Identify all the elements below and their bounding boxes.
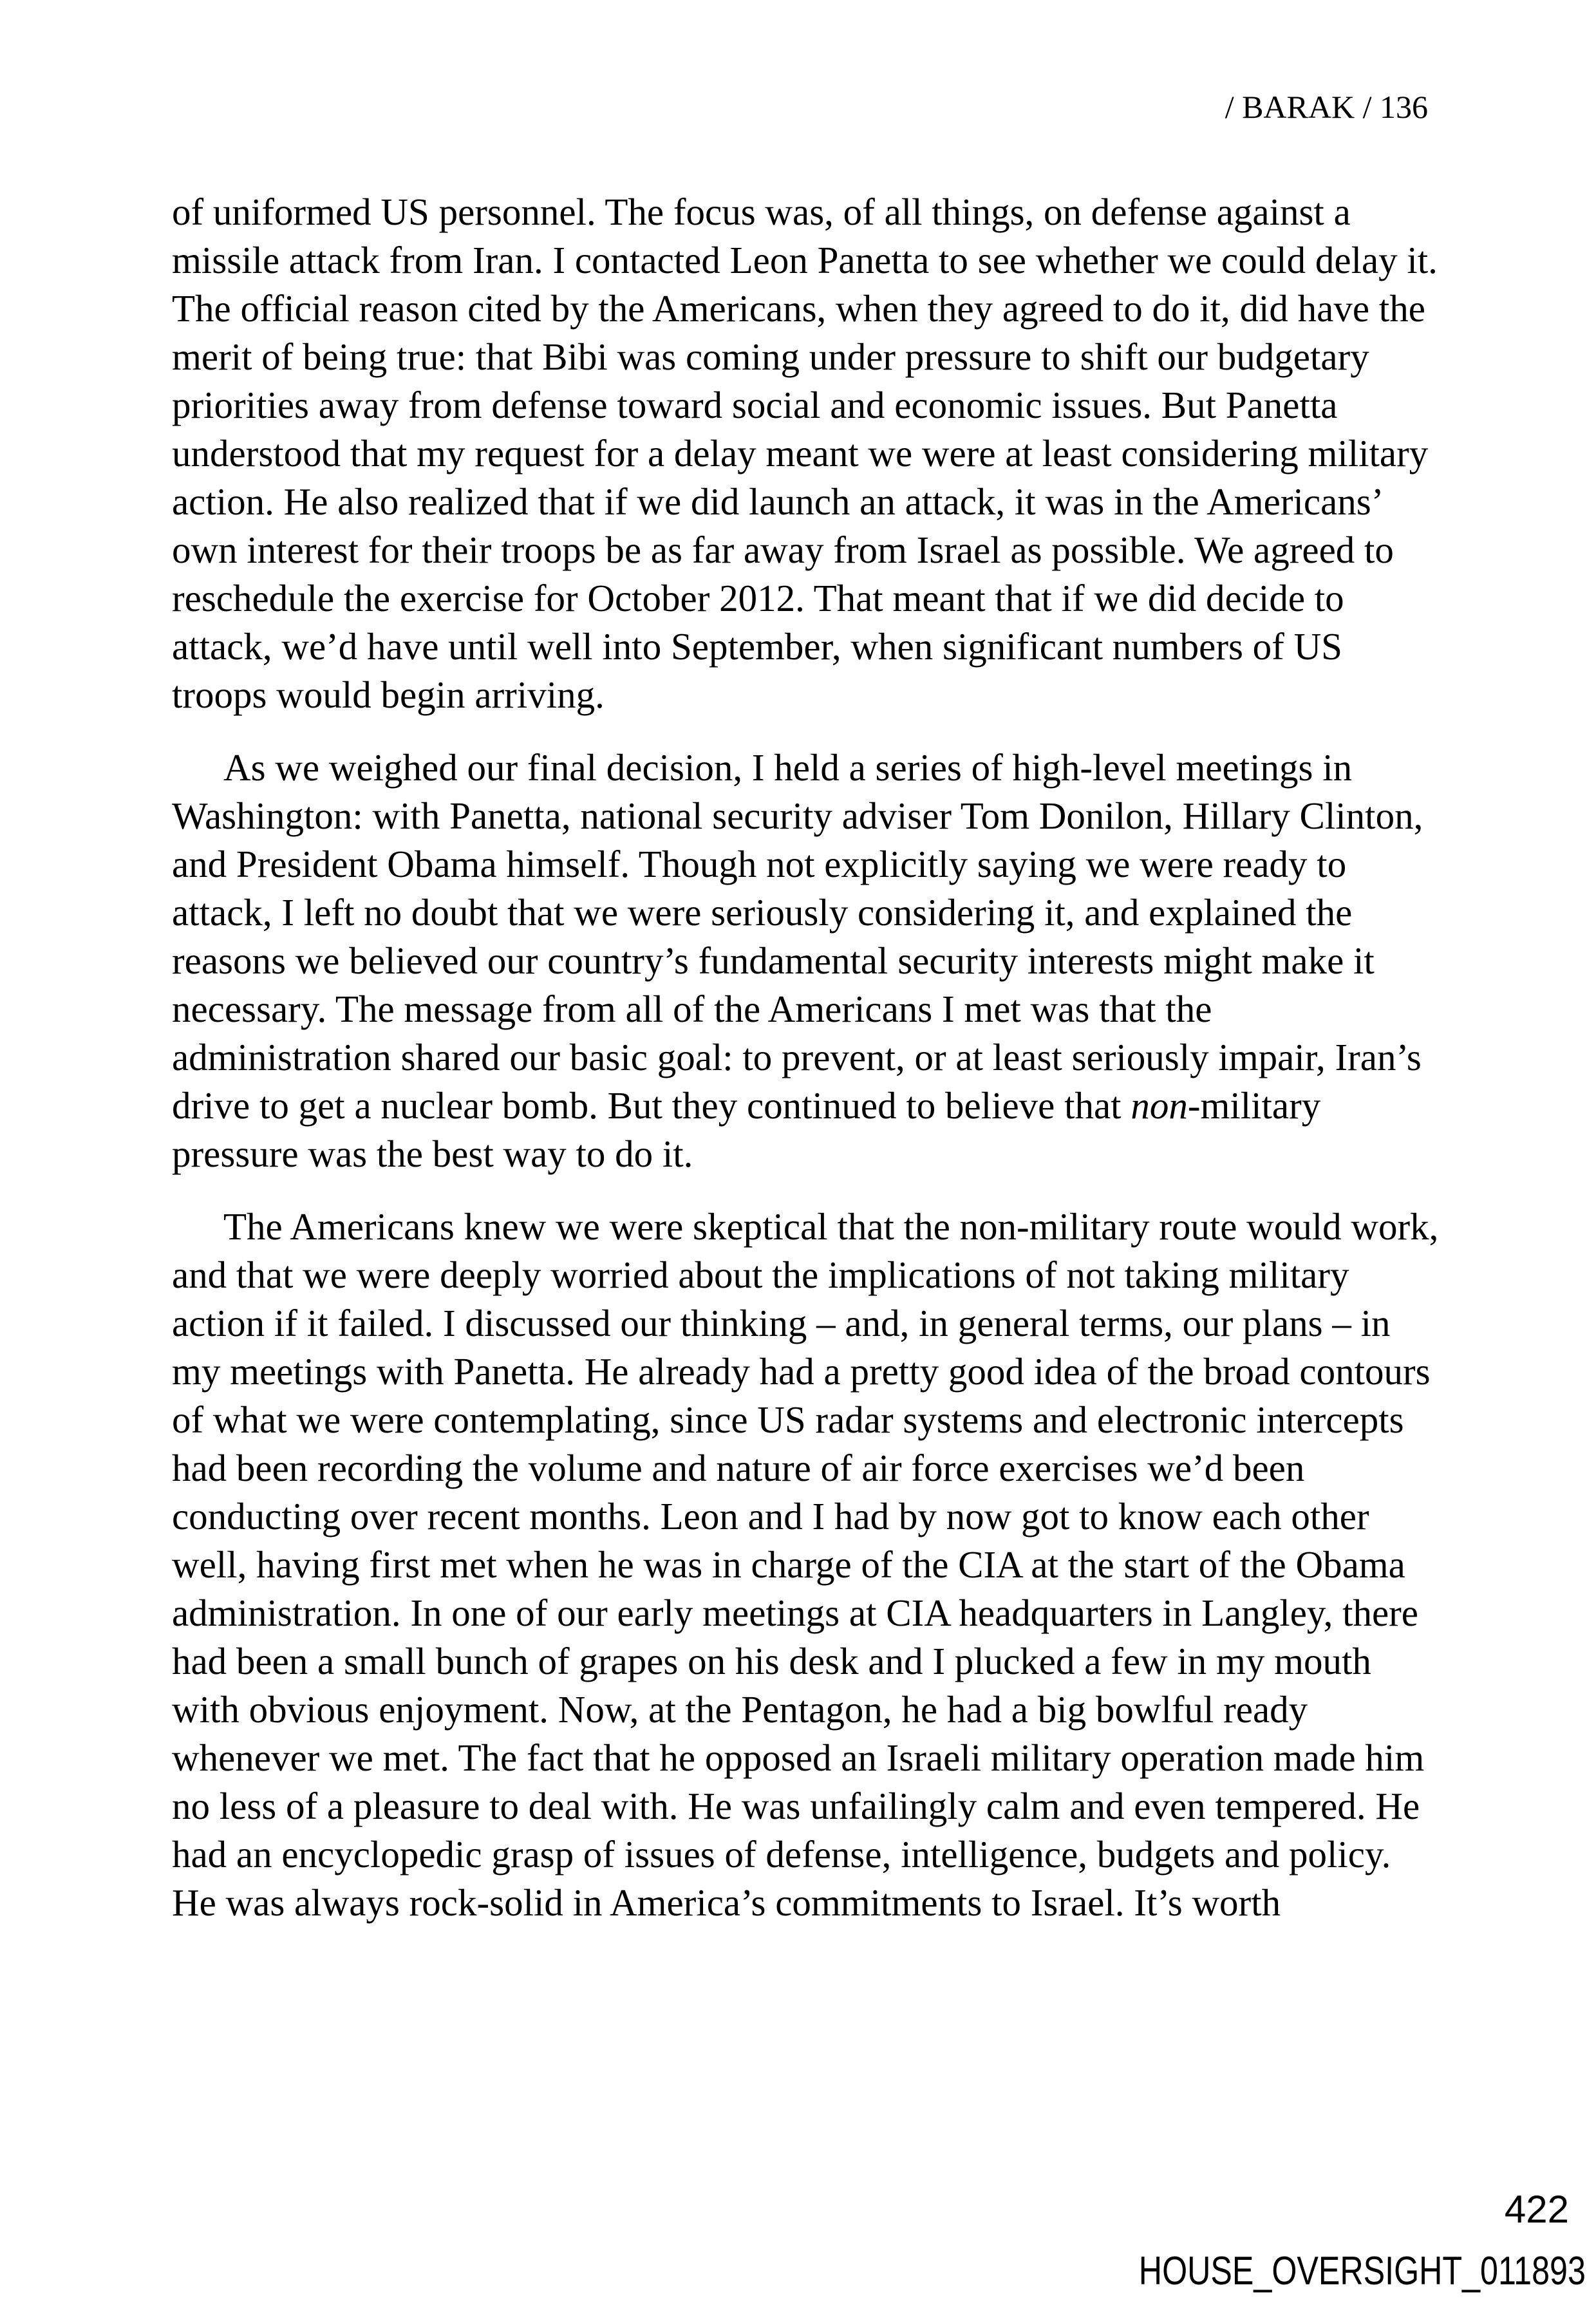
text-line: As we weighed our final decision, I held a series of high-level meetings in [223,746,1353,789]
text-line: attack, I left no doubt that we were seriously considering it, and explained the [172,891,1353,934]
text-line: and that we were deeply worried about the implications of not taking military [172,1254,1349,1296]
text-line: whenever we met. The fact that he opposed an Israeli military operation made him [172,1736,1425,1779]
text-line: reschedule the exercise for October 2012. That meant that if we did decide to [172,577,1344,619]
text-line: He was always rock-solid in America’s commitments to Israel. It’s worth [172,1881,1281,1924]
text-line: priorities away from defense toward social and economic issues. But Panetta [172,384,1338,426]
text-line: troops would begin arriving. [172,673,605,716]
text-line: and President Obama himself. Though not explicitly saying we were ready to [172,843,1347,885]
text-line: Washington: with Panetta, national security adviser Tom Donilon, Hillary Clinton, [172,794,1423,837]
text-line: necessary. The message from all of the Americans I met was that the [172,988,1212,1030]
text-line [172,1082,1480,1130]
text-line: well, having first met when he was in charge of the CIA at the start of the Obama [172,1543,1405,1586]
text-line: action. He also realized that if we did launch an attack, it was in the Americans’ [172,480,1384,523]
bates-stamp: HOUSE_OVERSIGHT_011893 [1138,2249,1586,2293]
text-line: attack, we’d have until well into September, when significant numbers of US [172,625,1342,668]
text-line: pressure was the best way to do it. [172,1133,693,1175]
text-line: had been recording the volume and nature of air force exercises we’d been [172,1447,1305,1489]
text-line: with obvious enjoyment. Now, at the Pentagon, he had a big bowlful ready [172,1688,1308,1731]
text-line: of what we were contemplating, since US radar systems and electronic intercepts [172,1398,1404,1441]
paragraph [172,744,1480,1178]
italic-text-segment: non [1131,1084,1188,1127]
running-header: / BARAK / 136 [1225,89,1428,125]
text-line: had an encyclopedic grasp of issues of defense, intelligence, budgets and policy. [172,1833,1391,1875]
text-line: administration. In one of our early meetings at CIA headquarters in Langley, there [172,1592,1418,1634]
text-block [172,188,1480,1927]
text-line: administration shared our basic goal: to prevent, or at least seriously impair, Iran’s [172,1036,1422,1078]
text-line: of uniformed US personnel. The focus was, of all things, on defense against a [172,191,1351,233]
page-number: 422 [1504,2188,1569,2231]
text-line: The Americans knew we were skeptical that the non-military route would work, [223,1205,1439,1248]
text-line: no less of a pleasure to deal with. He was unfailingly calm and even tempered. He [172,1785,1420,1827]
text-line: my meetings with Panetta. He already had a pretty good idea of the broad contours [172,1350,1431,1393]
text-line: action if it failed. I discussed our thinking – and, in general terms, our plans – in [172,1302,1391,1344]
text-line: reasons we believed our country’s fundamental security interests might make it [172,939,1375,982]
paragraph [172,1203,1480,1927]
text-line: conducting over recent months. Leon and I had by now got to know each other [172,1495,1369,1537]
text-line: missile attack from Iran. I contacted Leon Panetta to see whether we could delay it. [172,239,1438,281]
text-line: The official reason cited by the Americans, when they agreed to do it, did have the [172,287,1425,330]
text-segment: drive to get a nuclear bomb. But they continued to believe that [172,1084,1131,1127]
paragraph [172,188,1480,719]
text-line: had been a small bunch of grapes on his desk and I plucked a few in my mouth [172,1640,1371,1682]
text-line: understood that my request for a delay meant we were at least considering military [172,432,1429,475]
text-segment: -military [1187,1084,1321,1127]
text-line: own interest for their troops be as far away from Israel as possible. We agreed to [172,529,1394,571]
text-line: merit of being true: that Bibi was coming under pressure to shift our budgetary [172,335,1369,378]
